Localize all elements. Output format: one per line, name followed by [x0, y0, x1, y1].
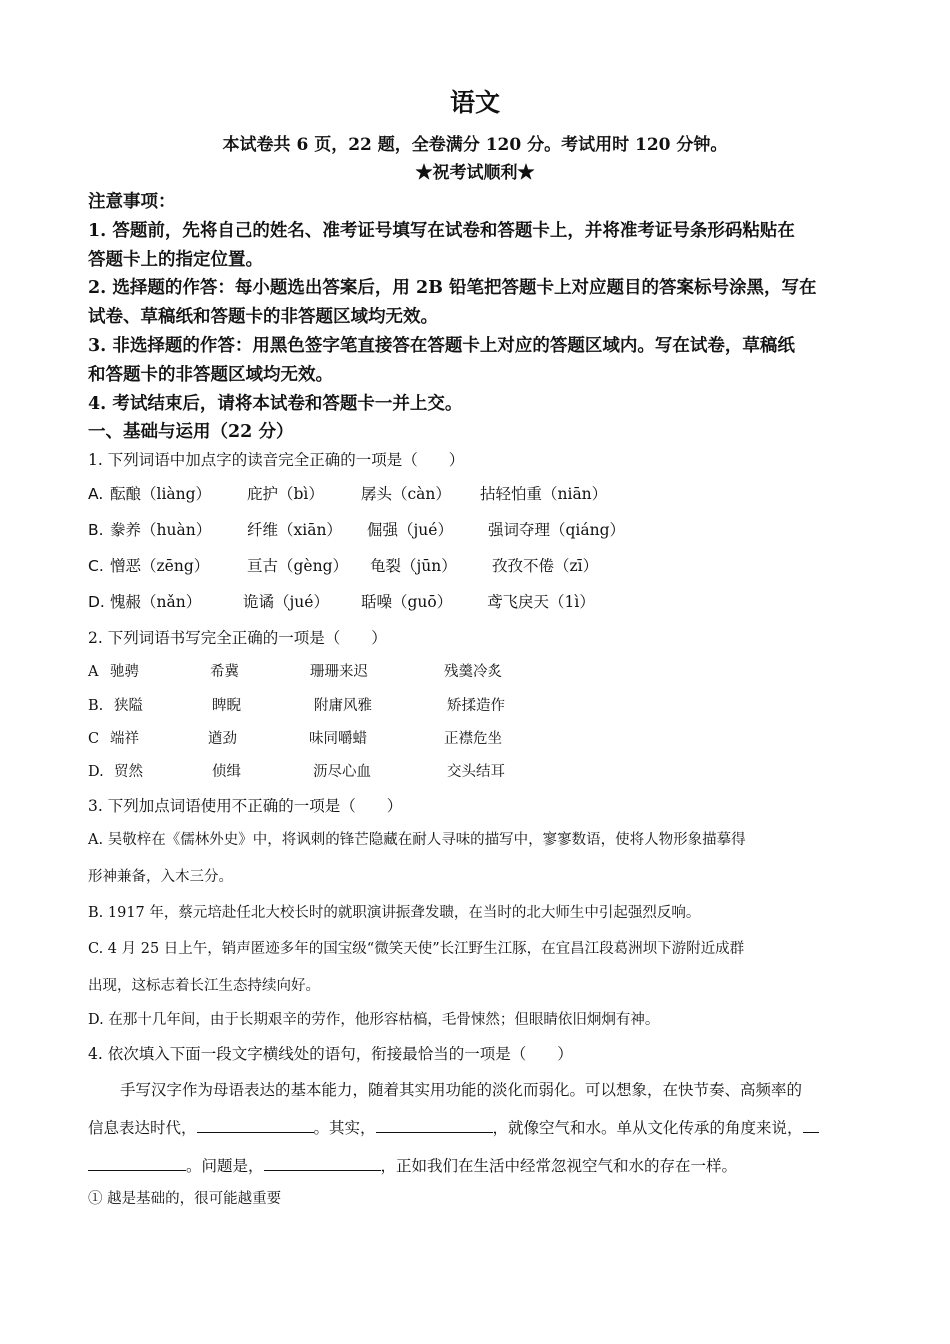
answer-blank — [88, 1154, 186, 1171]
notice-line: 答题卡上的指定位置。 — [88, 250, 263, 270]
notice-line: 4. 考试结束后，请将本试卷和答题卡一并上交。 — [88, 394, 463, 414]
answer-blank — [264, 1154, 381, 1171]
notice-line: 2. 选择题的作答：每小题选出答案后，用 2B 铅笔把答题卡上对应题目的答案标号涂黑，写在 — [88, 278, 817, 298]
q3-option-c-cont: 出现，这标志着长江生态持续向好。 — [88, 978, 320, 994]
notice-line: 1. 答题前，先将自己的姓名、准考证号填写在试卷和答题卡上，并将准考证号条形码粘贴在 — [88, 221, 795, 241]
notice-heading: 注意事项： — [88, 192, 176, 212]
question-1-stem: 1. 下列词语中加点字的读音完全正确的一项是（ ） — [88, 451, 465, 469]
exam-page: 语文 本试卷共 6 页，22 题，全卷满分 120 分。考试用时 120 分钟。 ★祝考试顺利★ 注意事项： 1. 答题前，先将自己的姓名、准考证号填写在试卷和答题卡上，并将准考证号条形码粘贴在 答题卡上的指定位置。 2. 选择题的作答：每小题选出答案后，用 2B 铅笔把答题卡上对应题目的答案标号涂黑，写在 试卷、草稿纸和答题卡的非答题区域均无效。 3. 非选择题的作答：用黑色签字笔直接答在答题卡上对应的答题区域内。写在试卷，草稿纸 和答题卡的非答题区域均无效。 4. 考试结束后，请将本试卷和答题卡一并上交。 一、基础与运用（22 分） 1. 下列词语中加点字的读音完全正确的一项是（ ） A. 酝酿（liàng） 庇护（bì） 孱头（càn） 拈轻怕重（niān） B. 豢养（huàn） 纤维（xiān） 倔强（jué） 强词夺理（qiáng） C. 憎恶（zēng） 亘古（gèng） 龟裂（jūn） 孜孜不倦（zī） D. 愧赧（nǎn） 诡谲（jué） 聒噪（guō） 鸢飞戾天（1ì） 2. 下列词语书写完全正确的一项是（ ） A 驰骋 希冀 珊珊来迟 残羹冷炙 B. 狭隘 睥睨 附庸风雅 矫揉造作 C 端祥 遒劲 味同嚼蜡 正襟危坐 D. 贸然 侦缉 沥尽心血 交头结耳 3. 下列加点词语使用不正确的一项是（ ） A. 吴敬梓在《儒林外史》中，将讽刺的锋芒隐藏在耐人寻味的描写中，寥寥数语，使将人物形象描摹得 形神兼备，入木三分。 B. 1917 年，蔡元培赴任北大校长时的就职演讲振聋发聩，在当时的北大师生中引起强烈反响。 C. 4 月 25 日上午，销声匿迹多年的国宝级“微笑天使”长江野生江豚，在宜昌江段葛洲坝下游附近成群 出现，这标志着长江生态持续向好。 D. 在那十几年间，由于长期艰辛的劳作，他形容枯槁，毛骨悚然；但眼睛依旧炯炯有神。 4. 依次填入下面一段文字横线处的语句，衔接最恰当的一项是（ ） 手写汉字作为母语表达的基本能力，随着其实用功能的淡化而弱化。可以想象，在快节奏、高频率的 信息表达时代， 。其实， ，就像空气和水。单从文化传承的角度来说， 。问题是， ，正如我们在生活中经常忽视空气和水的存在一样。 ① 越是基础的，很可能越重要 — [0, 0, 950, 1344]
question-2-stem: 2. 下列词语书写完全正确的一项是（ ） — [88, 629, 387, 647]
answer-blank — [376, 1116, 493, 1133]
notice-line: 试卷、草稿纸和答题卡的非答题区域均无效。 — [88, 307, 438, 327]
notice-line: 3. 非选择题的作答：用黑色签字笔直接答在答题卡上对应的答题区域内。写在试卷，草稿纸 — [88, 336, 795, 356]
q4-choice-1: ① 越是基础的，很可能越重要 — [88, 1191, 282, 1207]
answer-blank — [197, 1116, 314, 1133]
q4-passage-line-3: 。问题是， ，正如我们在生活中经常忽视空气和水的存在一样。 — [88, 1152, 737, 1180]
answer-blank — [803, 1116, 819, 1133]
good-luck-line: ★祝考试顺利★ — [415, 163, 535, 183]
q3-option-d: D. 在那十几年间，由于长期艰辛的劳作，他形容枯槁，毛骨悚然；但眼睛依旧炯炯有神。 — [88, 1012, 660, 1028]
page-title: 语文 — [449, 88, 500, 117]
q3-option-b: B. 1917 年，蔡元培赴任北大校长时的就职演讲振聋发聩，在当时的北大师生中引起强烈反响。 — [88, 905, 701, 921]
notice-line: 和答题卡的非答题区域均无效。 — [88, 365, 333, 385]
q4-passage-line-2: 信息表达时代， 。其实， ，就像空气和水。单从文化传承的角度来说， — [88, 1114, 819, 1142]
q3-option-c: C. 4 月 25 日上午，销声匿迹多年的国宝级“微笑天使”长江野生江豚，在宜昌江段葛洲坝下游附近成群 — [88, 941, 745, 957]
question-3-stem: 3. 下列加点词语使用不正确的一项是（ ） — [88, 797, 403, 815]
section-heading: 一、基础与运用（22 分） — [88, 422, 294, 442]
exam-info-line: 本试卷共 6 页，22 题，全卷满分 120 分。考试用时 120 分钟。 — [222, 135, 728, 155]
question-4-stem: 4. 依次填入下面一段文字横线处的语句，衔接最恰当的一项是（ ） — [88, 1045, 573, 1063]
q3-option-a: A. 吴敬梓在《儒林外史》中，将讽刺的锋芒隐藏在耐人寻味的描写中，寥寥数语，使将人物形象描摹得 — [88, 832, 746, 848]
q3-option-a-cont: 形神兼备，入木三分。 — [88, 869, 233, 885]
q4-passage-line-1: 手写汉字作为母语表达的基本能力，随着其实用功能的淡化而弱化。可以想象，在快节奏、高频率的 — [120, 1081, 803, 1099]
